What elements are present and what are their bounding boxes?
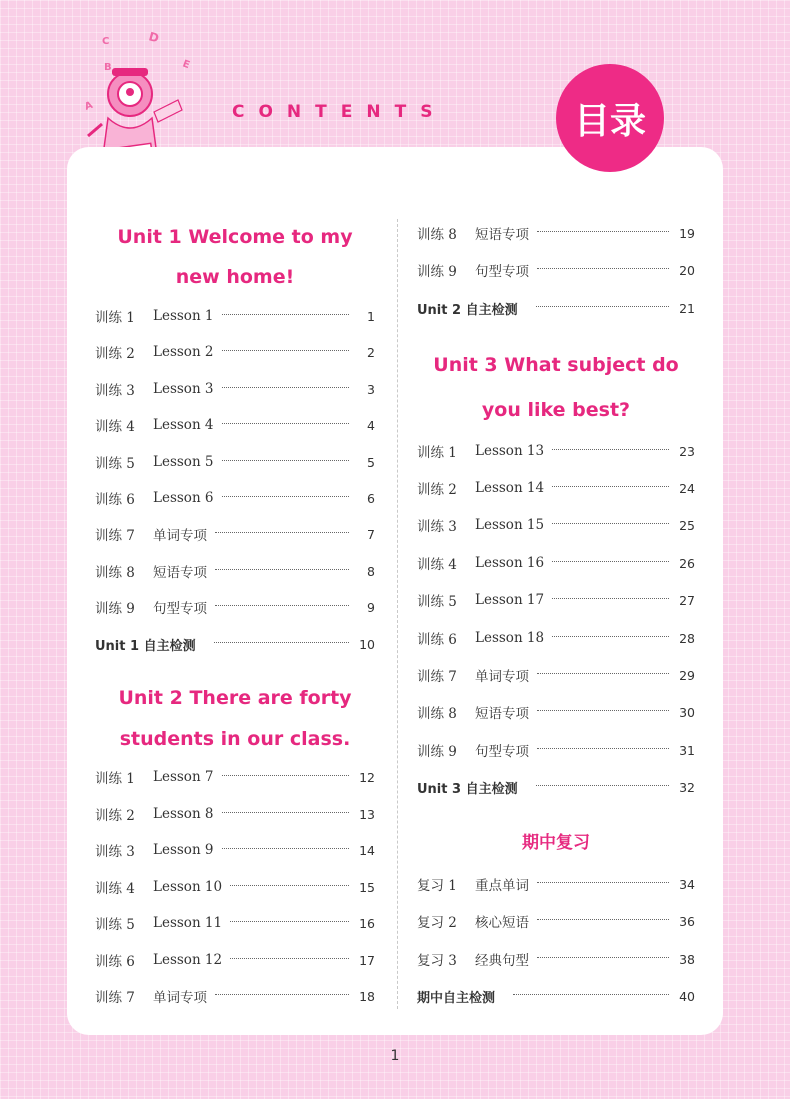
entry-title: Lesson 5 [153, 454, 214, 470]
entry-title: Lesson 16 [475, 555, 545, 571]
entry-label: 训练 6 [95, 492, 135, 508]
mascot-letter-e: E [180, 58, 192, 72]
leader-dots [552, 523, 669, 524]
page-ref: 18 [359, 988, 375, 1004]
leader-dots [215, 994, 349, 995]
leader-dots [230, 958, 349, 959]
leader-dots [222, 350, 349, 351]
entry-title: Lesson 11 [153, 915, 223, 931]
entry-label: 复习 2 [417, 915, 457, 931]
entry-title: Lesson 8 [153, 806, 214, 822]
toc-entry-unit3-6[interactable] [417, 628, 695, 648]
leader-dots [215, 532, 349, 533]
leader-dots [536, 785, 669, 786]
leader-dots [537, 919, 669, 920]
page-ref: 19 [679, 225, 695, 241]
toc-entry-unit2-3[interactable] [95, 840, 375, 860]
leader-dots [222, 387, 349, 388]
entry-label: 训练 8 [417, 706, 457, 722]
page-ref: 31 [679, 742, 695, 758]
toc-entry-unit3-check[interactable] [417, 777, 695, 797]
page-ref: 6 [367, 490, 375, 506]
page-ref: 30 [679, 704, 695, 720]
leader-dots [537, 748, 669, 749]
leader-dots [222, 496, 349, 497]
entry-title: Lesson 7 [153, 769, 214, 785]
midterm-title: 期中复习 [522, 833, 590, 853]
entry-label: 训练 4 [95, 881, 135, 897]
entry-title: Lesson 14 [475, 480, 545, 496]
leader-dots [230, 885, 349, 886]
page-number: 1 [390, 1048, 400, 1064]
entry-label: Unit 1 自主检测 [95, 638, 196, 654]
unit2-title-line1: Unit 2 There are forty [118, 687, 352, 709]
entry-label: 训练 4 [95, 419, 135, 435]
toc-card [67, 147, 723, 1035]
unit3-title-line1: Unit 3 What subject do [433, 354, 679, 376]
page-ref: 4 [367, 417, 375, 433]
entry-title: 句型专项 [475, 744, 529, 760]
entry-title: 重点单词 [475, 878, 529, 894]
entry-label: 训练 7 [95, 990, 135, 1006]
entry-title: Lesson 6 [153, 490, 214, 506]
entry-title: 短语专项 [475, 706, 529, 722]
page-ref: 7 [367, 526, 375, 542]
entry-label: 训练 6 [95, 954, 135, 970]
entry-label: 训练 7 [95, 528, 135, 544]
page-ref: 17 [359, 952, 375, 968]
entry-title: Lesson 2 [153, 344, 214, 360]
leader-dots [230, 921, 349, 922]
toc-entry-unit1-4[interactable] [95, 415, 375, 435]
leader-dots [215, 605, 349, 606]
entry-title: Lesson 13 [475, 443, 545, 459]
page-ref: 15 [359, 879, 375, 895]
page-ref: 1 [367, 308, 375, 324]
page-ref: 28 [679, 630, 695, 646]
leader-dots [552, 449, 669, 450]
page-ref: 8 [367, 563, 375, 579]
toc-entry-unit1-7[interactable] [95, 524, 375, 544]
toc-entry-unit2-8[interactable] [417, 223, 695, 243]
entry-label: 训练 1 [95, 771, 135, 787]
toc-entry-unit2-7[interactable] [95, 986, 375, 1006]
mascot-letter-d: D [147, 29, 161, 46]
leader-dots [552, 636, 669, 637]
entry-label: 训练 9 [417, 744, 457, 760]
toc-entry-midterm-check[interactable] [417, 986, 695, 1006]
entry-label: 训练 1 [95, 310, 135, 326]
leader-dots [222, 314, 349, 315]
entry-label: 训练 2 [417, 482, 457, 498]
leader-dots [552, 486, 669, 487]
mascot-letter-b: B [104, 62, 112, 73]
toc-entry-unit3-7[interactable] [417, 665, 695, 685]
page-ref: 20 [679, 262, 695, 278]
unit3-title-line2: you like best? [481, 399, 631, 421]
page-ref: 26 [679, 555, 695, 571]
toc-entry-unit3-4[interactable] [417, 553, 695, 573]
column-divider [397, 219, 398, 1009]
entry-title: Lesson 15 [475, 517, 545, 533]
entry-title: Lesson 10 [153, 879, 223, 895]
toc-entry-unit1-3[interactable] [95, 379, 375, 399]
entry-label: 复习 1 [417, 878, 457, 894]
toc-entry-review-2[interactable] [417, 911, 695, 931]
entry-title: 单词专项 [153, 990, 207, 1006]
entry-label: 训练 4 [417, 557, 457, 573]
mascot-letter-c: C [102, 36, 110, 47]
entry-title: Lesson 1 [153, 308, 214, 324]
leader-dots [537, 957, 669, 958]
page-ref: 27 [679, 592, 695, 608]
entry-label: 期中自主检测 [417, 990, 496, 1006]
page-ref: 5 [367, 454, 375, 470]
leader-dots [552, 598, 669, 599]
entry-label: 训练 8 [95, 565, 135, 581]
entry-label: 训练 1 [417, 445, 457, 461]
entry-label: 训练 7 [417, 669, 457, 685]
page-ref: 24 [679, 480, 695, 496]
toc-entry-unit3-8[interactable] [417, 702, 695, 722]
toc-entry-unit1-2[interactable] [95, 342, 375, 362]
toc-badge: 目录 [556, 64, 664, 172]
toc-entry-unit1-8[interactable] [95, 561, 375, 581]
page-ref: 34 [679, 876, 695, 892]
leader-dots [552, 561, 669, 562]
toc-entry-unit1-5[interactable] [95, 452, 375, 472]
entry-title: Lesson 9 [153, 842, 214, 858]
entry-label: Unit 3 自主检测 [417, 781, 518, 797]
page-ref: 38 [679, 951, 695, 967]
toc-entry-unit2-5[interactable] [95, 913, 375, 933]
toc-entry-unit1-check[interactable] [95, 634, 375, 654]
entry-title: Lesson 12 [153, 952, 223, 968]
leader-dots [222, 812, 349, 813]
page-ref: 36 [679, 913, 695, 929]
toc-entry-unit3-1[interactable] [417, 441, 695, 461]
toc-entry-unit2-4[interactable] [95, 877, 375, 897]
entry-title: 经典句型 [475, 953, 529, 969]
page-ref: 12 [359, 769, 375, 785]
entry-title: Lesson 4 [153, 417, 214, 433]
entry-label: 训练 2 [95, 808, 135, 824]
entry-label: 训练 5 [417, 594, 457, 610]
entry-title: Lesson 17 [475, 592, 545, 608]
entry-label: 训练 9 [95, 601, 135, 617]
page-ref: 32 [679, 779, 695, 795]
unit1-title-line1: Unit 1 Welcome to my [117, 226, 353, 248]
toc-entry-unit3-9[interactable] [417, 740, 695, 760]
toc-entry-unit3-5[interactable] [417, 590, 695, 610]
leader-dots [222, 775, 349, 776]
page-ref: 14 [359, 842, 375, 858]
toc-entry-unit2-2[interactable] [95, 804, 375, 824]
leader-dots [537, 231, 669, 232]
leader-dots [222, 423, 349, 424]
toc-entry-unit2-check[interactable] [417, 298, 695, 318]
page-ref: 29 [679, 667, 695, 683]
entry-label: 训练 2 [95, 346, 135, 362]
entry-title: Lesson 18 [475, 630, 545, 646]
toc-entry-unit2-6[interactable] [95, 950, 375, 970]
toc-entry-unit1-1[interactable] [95, 306, 375, 326]
toc-entry-review-1[interactable] [417, 874, 695, 894]
page-ref: 10 [359, 636, 375, 652]
entry-title: 核心短语 [475, 915, 529, 931]
page-ref: 2 [367, 344, 375, 360]
entry-label: 训练 3 [95, 383, 135, 399]
page-ref: 23 [679, 443, 695, 459]
entry-title: 单词专项 [153, 528, 207, 544]
leader-dots [214, 642, 349, 643]
entry-label: 训练 9 [417, 264, 457, 280]
toc-entry-unit1-9[interactable] [95, 597, 375, 617]
page-ref: 21 [679, 300, 695, 316]
page-ref: 40 [679, 988, 695, 1004]
entry-label: 训练 8 [417, 227, 457, 243]
page-ref: 13 [359, 806, 375, 822]
leader-dots [215, 569, 349, 570]
entry-label: 训练 6 [417, 632, 457, 648]
unit2-title-line2: students in our class. [119, 728, 351, 750]
entry-title: 句型专项 [475, 264, 529, 280]
entry-title: Lesson 3 [153, 381, 214, 397]
entry-title: 句型专项 [153, 601, 207, 617]
leader-dots [537, 882, 669, 883]
toc-entry-unit2-1[interactable] [95, 767, 375, 787]
toc-entry-unit3-2[interactable] [417, 478, 695, 498]
toc-entry-unit1-6[interactable] [95, 488, 375, 508]
entry-title: 单词专项 [475, 669, 529, 685]
entry-label: 训练 3 [95, 844, 135, 860]
page-ref: 16 [359, 915, 375, 931]
entry-label: Unit 2 自主检测 [417, 302, 518, 318]
toc-entry-review-3[interactable] [417, 949, 695, 969]
leader-dots [537, 673, 669, 674]
entry-label: 训练 5 [95, 917, 135, 933]
leader-dots [513, 994, 669, 995]
entry-label: 训练 3 [417, 519, 457, 535]
unit1-title-line2: new home! [175, 266, 295, 288]
entry-label: 训练 5 [95, 456, 135, 472]
page-ref: 25 [679, 517, 695, 533]
toc-entry-unit3-3[interactable] [417, 515, 695, 535]
page-ref: 9 [367, 599, 375, 615]
page-ref: 3 [367, 381, 375, 397]
leader-dots [222, 848, 349, 849]
leader-dots [536, 306, 669, 307]
entry-title: 短语专项 [475, 227, 529, 243]
toc-entry-unit2-9[interactable] [417, 260, 695, 280]
entry-label: 复习 3 [417, 953, 457, 969]
leader-dots [537, 710, 669, 711]
leader-dots [222, 460, 349, 461]
leader-dots [537, 268, 669, 269]
mascot-letter-a: A [83, 99, 95, 113]
contents-heading: CONTENTS [232, 102, 447, 122]
entry-title: 短语专项 [153, 565, 207, 581]
